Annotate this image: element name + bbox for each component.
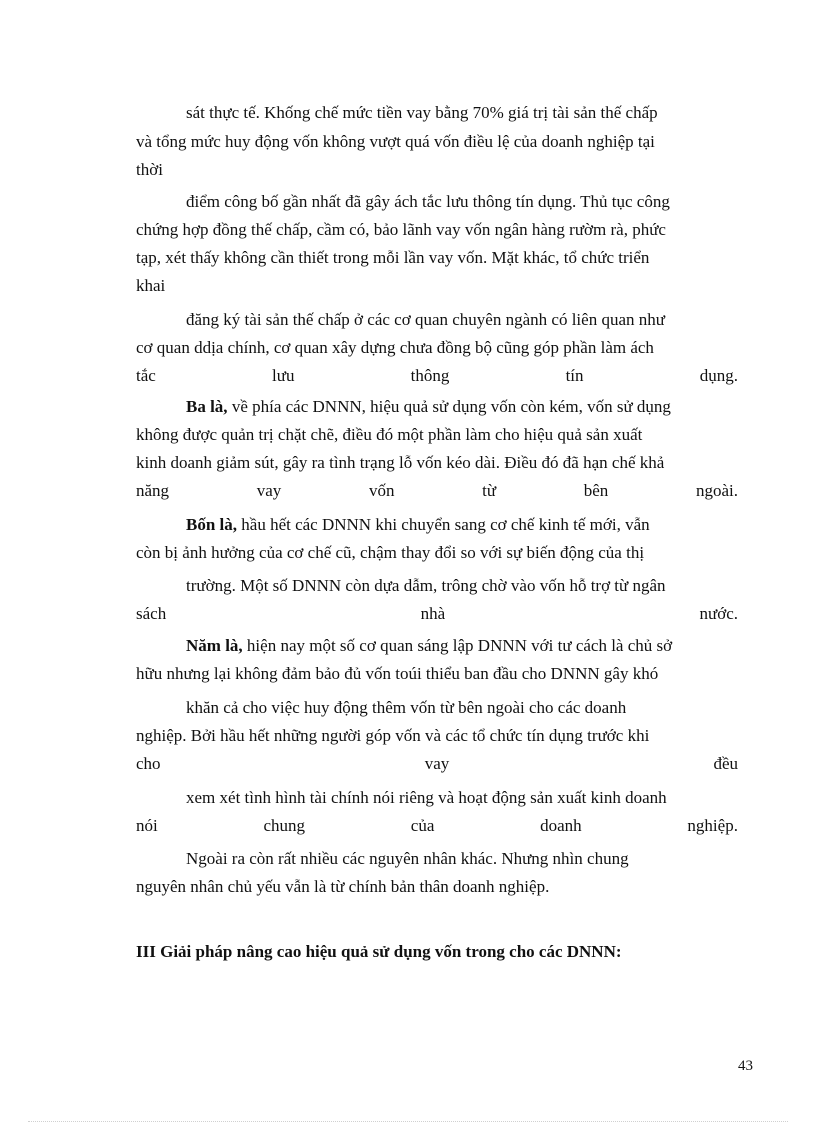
text-line: không được quản trị chặt chẽ, điều đó một phần làm cho hiệu quả sản xuất — [136, 425, 643, 444]
word: bên — [583, 481, 609, 500]
word: đều — [713, 754, 738, 773]
word: tắc — [136, 366, 156, 385]
paragraph-text: hiện nay một số cơ quan sáng lập DNNN với tư cách là chủ sở — [242, 636, 673, 655]
paragraph-label: Ba là, — [186, 397, 228, 416]
paragraph-label: Năm là, — [186, 636, 243, 655]
text-line: thời — [136, 160, 163, 179]
text-line: cơ quan ddịa chính, cơ quan xây dựng chưa đồng bộ cũng góp phần làm ách — [136, 338, 654, 357]
word: năng — [136, 481, 170, 500]
text-line: hữu nhưng lại không đảm bảo đủ vốn toúi thiểu ban đầu cho DNNN gây khó — [136, 664, 659, 683]
text-line: sát thực tế. Khống chế mức tiền vay bằng 70% giá trị tài sản thế chấp — [186, 103, 658, 122]
word: vay — [424, 754, 450, 773]
paragraph-text: về phía các DNNN, hiệu quả sử dụng vốn còn kém, vốn sử dụng — [227, 397, 671, 416]
text-line-spread — [136, 481, 738, 501]
word: nước. — [699, 604, 738, 623]
text-line: và tổng mức huy động vốn không vượt quá vốn điều lệ của doanh nghiệp tại — [136, 132, 655, 151]
paragraph-lead — [186, 636, 672, 656]
text-line: điểm công bố gần nhất đã gây ách tắc lưu thông tín dụng. Thủ tục công — [186, 192, 670, 211]
word: tín — [565, 366, 584, 385]
word: nghiệp. — [687, 816, 738, 835]
word: thông — [410, 366, 450, 385]
word: nhà — [420, 604, 446, 623]
text-line: đăng ký tài sản thế chấp ở các cơ quan chuyên ngành có liên quan như — [186, 310, 665, 329]
word: nói — [136, 816, 158, 835]
page-number: 43 — [738, 1058, 753, 1074]
text-line: chứng hợp đồng thế chấp, cầm có, bảo lãnh vay vốn ngân hàng rườm rà, phức — [136, 220, 666, 239]
word: vay — [256, 481, 282, 500]
footer-divider — [28, 1121, 788, 1122]
text-line-spread — [136, 604, 738, 624]
word: từ — [482, 481, 497, 500]
section-heading: III Giải pháp nâng cao hiệu quả sử dụng vốn trong cho các DNNN: — [136, 942, 622, 961]
word: dụng. — [699, 366, 738, 385]
paragraph-label: Bốn là, — [186, 515, 238, 534]
word: lưu — [272, 366, 295, 385]
word: vốn — [368, 481, 395, 500]
text-line-spread — [136, 816, 738, 836]
text-line: kinh doanh giảm sút, gây ra tình trạng lỗ vốn kéo dài. Điều đó đã hạn chế khả — [136, 453, 665, 472]
text-line-spread — [136, 366, 738, 386]
text-line-spread — [136, 754, 738, 774]
text-line: nghiệp. Bởi hầu hết những người góp vốn và các tổ chức tín dụng trước khi — [136, 726, 650, 745]
text-line: xem xét tình hình tài chính nói riêng và hoạt động sản xuất kinh doanh — [186, 788, 667, 807]
paragraph-lead — [186, 515, 650, 535]
paragraph-lead — [186, 397, 671, 417]
text-line: Ngoài ra còn rất nhiều các nguyên nhân khác. Nhưng nhìn chung — [186, 849, 629, 868]
text-line: khăn cả cho việc huy động thêm vốn từ bên ngoài cho các doanh — [186, 698, 627, 717]
text-line: trường. Một số DNNN còn dựa dẫm, trông chờ vào vốn hỗ trợ từ ngân — [186, 576, 666, 595]
text-line: còn bị ảnh hưởng của cơ chế cũ, chậm thay đổi so với sự biến động của thị — [136, 543, 645, 562]
word: doanh — [540, 816, 582, 835]
word: ngoài. — [695, 481, 738, 500]
text-line: khai — [136, 276, 166, 295]
word: sách — [136, 604, 167, 623]
word: chung — [263, 816, 306, 835]
word: cho — [136, 754, 161, 773]
paragraph-text: hầu hết các DNNN khi chuyển sang cơ chế kinh tế mới, vẫn — [237, 515, 650, 534]
text-line: tạp, xét thấy không cần thiết trong mỗi lần vay vốn. Mặt khác, tổ chức triển — [136, 248, 650, 267]
word: của — [410, 816, 435, 835]
text-line: nguyên nhân chủ yếu vẫn là từ chính bản thân doanh nghiệp. — [136, 877, 550, 896]
